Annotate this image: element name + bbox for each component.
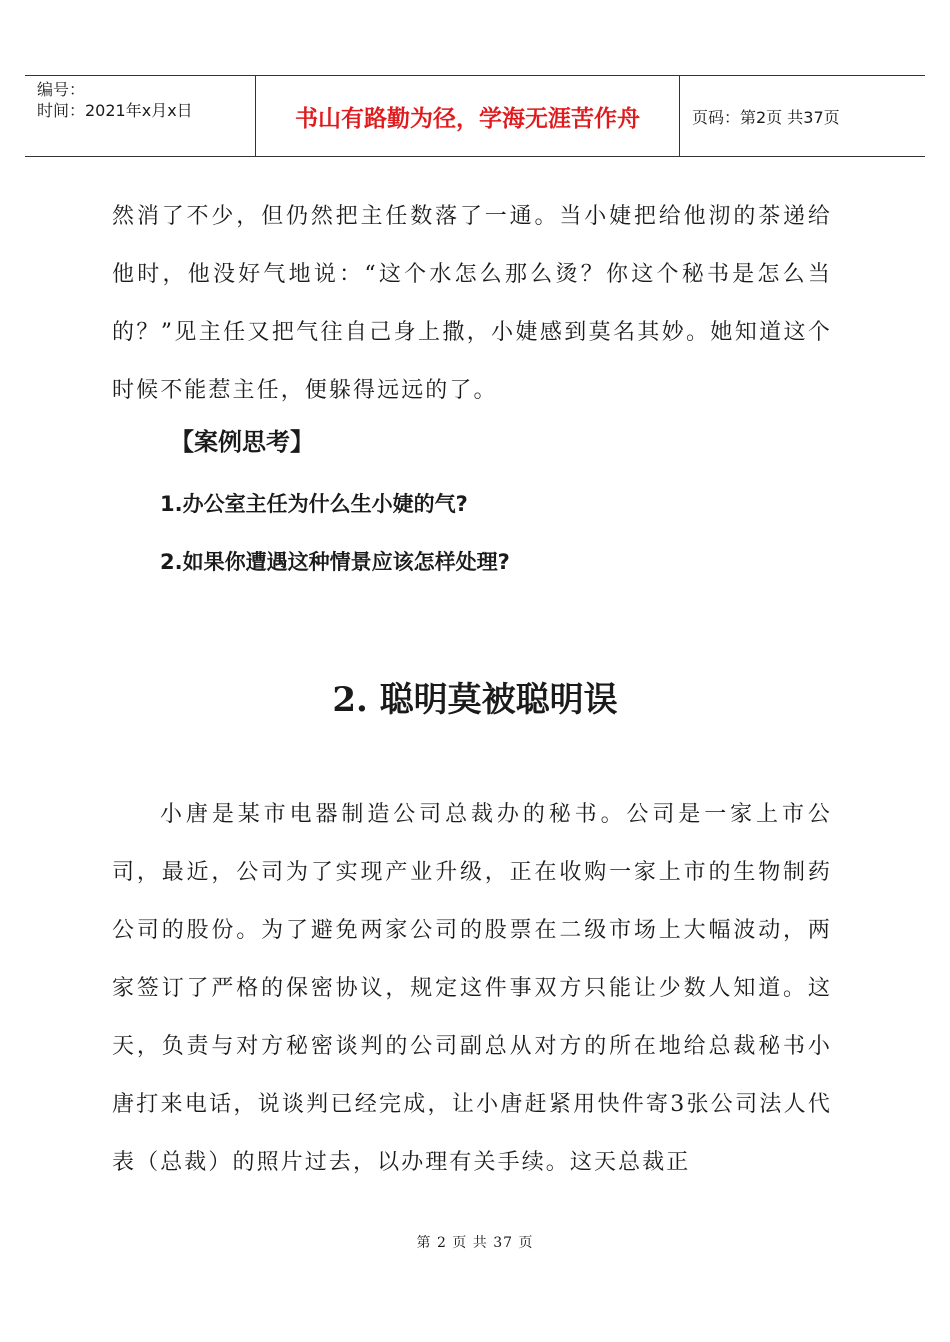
continued-paragraph: 然消了不少，但仍然把主任数落了一通。当小婕把给他沏的茶递给他时，他没好气地说：“这个水怎么那么烫？你这个秘书是怎么当的？”见主任又把气往自己身上撒，小婕感到莫名其妙。她知道这个时候不能惹主任，便躲得远远的了。 xyxy=(112,204,832,403)
page-header xyxy=(25,75,925,157)
question-2: 2.如果你遭遇这种情景应该怎样处理? xyxy=(160,550,510,574)
document-time-label: 时间：2021年x月x日 xyxy=(37,101,193,120)
case-heading: 【案例思考】 xyxy=(170,428,314,456)
header-motto: 书山有路勤为径，学海无涯苦作舟 xyxy=(255,76,680,156)
page-footer: 第 2 页 共 37 页 xyxy=(416,1235,534,1251)
section-title: 2. 聪明莫被聪明误 xyxy=(332,680,618,720)
section-paragraph: 小唐是某市电器制造公司总裁办的秘书。公司是一家上市公司，最近，公司为了实现产业升级，正在收购一家上市的生物制药公司的股份。为了避免两家公司的股票在二级市场上大幅波动，两家签订了严格的保密协议，规定这件事双方只能让少数人知道。这天，负责与对方秘密谈判的公司副总从对方的所在地给总裁秘书小唐打来电话，说谈判已经完成，让小唐赶紧用快件寄3张公司法人代表（总裁）的照片过去，以办理有关手续。这天总裁正 xyxy=(112,802,832,1175)
header-page-info: 页码：第2页 共37页 xyxy=(692,107,840,127)
question-1: 1.办公室主任为什么生小婕的气? xyxy=(160,492,468,516)
header-meta xyxy=(25,76,255,156)
document-number-label: 编号： xyxy=(37,80,86,99)
